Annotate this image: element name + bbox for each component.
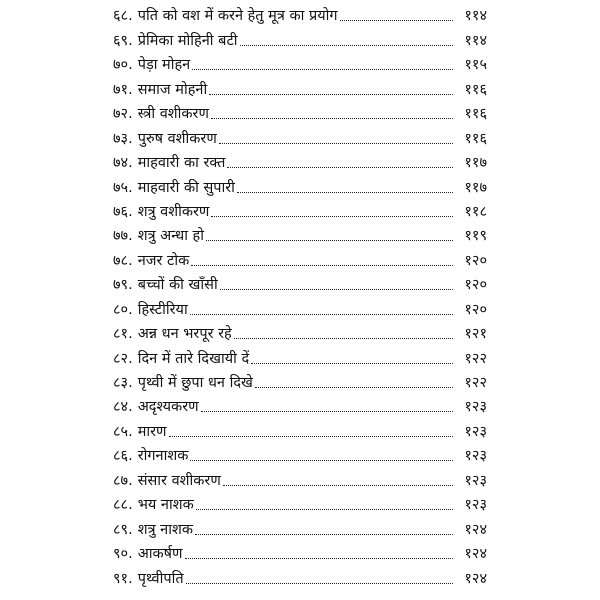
- entry-page-number: ११६: [464, 130, 487, 147]
- dot-leader: [240, 45, 453, 46]
- dot-leader: [185, 558, 453, 559]
- entry-page-number: ११९: [464, 228, 487, 245]
- dot-leader: [251, 363, 453, 364]
- entry-number: ९१.: [113, 570, 133, 587]
- dot-leader: [186, 583, 453, 584]
- entry-page-number: १२२: [464, 375, 487, 391]
- entry-page-number: १२०: [464, 252, 487, 269]
- entry-number: ७९.: [113, 277, 133, 294]
- entry-page-number: ११६: [464, 106, 487, 123]
- entry-number: ८२.: [113, 350, 133, 367]
- entry-page-number: ११५: [464, 57, 487, 74]
- entry-title: भय नाशक: [137, 497, 194, 514]
- entry-page-number: ११७: [464, 179, 487, 196]
- toc-entry[interactable]: [113, 27, 487, 51]
- toc-entry[interactable]: [113, 101, 487, 125]
- entry-title: दिन में तारे दिखायी दें: [137, 350, 250, 367]
- toc-entry[interactable]: [113, 394, 487, 418]
- entry-title: अदृश्यकरण: [137, 399, 199, 416]
- dot-leader: [192, 69, 453, 70]
- entry-title: प्रेमिका मोहिनी बटी: [137, 32, 238, 49]
- dot-leader: [201, 411, 453, 412]
- entry-number: ७४.: [113, 155, 133, 172]
- entry-title: पृथ्वी में छुपा धन दिखे: [137, 375, 253, 391]
- entry-page-number: १२१: [464, 326, 487, 343]
- entry-number: ८७.: [113, 472, 133, 489]
- toc-entry[interactable]: [113, 199, 487, 223]
- entry-number: ८०.: [113, 301, 133, 318]
- toc-entry[interactable]: [113, 443, 487, 467]
- toc-entry[interactable]: [113, 492, 487, 516]
- entry-page-number: ११६: [464, 81, 487, 98]
- entry-title: शत्रु अन्धा हो: [137, 228, 205, 245]
- entry-title: माहवारी का रक्त: [137, 155, 226, 172]
- entry-number: ६८.: [113, 8, 133, 25]
- entry-page-number: ११४: [464, 32, 487, 49]
- toc-entry[interactable]: [113, 467, 487, 491]
- dot-leader: [190, 460, 453, 461]
- entry-page-number: ११८: [464, 203, 487, 220]
- dot-leader: [220, 289, 453, 290]
- toc-entry[interactable]: [113, 272, 487, 296]
- toc-entry[interactable]: [113, 150, 487, 174]
- entry-title: शत्रु वशीकरण: [137, 203, 210, 220]
- dot-leader: [209, 94, 453, 95]
- entry-number: ७६.: [113, 203, 133, 220]
- toc-entry[interactable]: [113, 125, 487, 149]
- dot-leader: [206, 240, 453, 241]
- dot-leader: [234, 338, 453, 339]
- entry-number: ७१.: [113, 81, 133, 98]
- entry-title: पुरुष वशीकरण: [137, 130, 217, 147]
- toc-entry[interactable]: [113, 345, 487, 369]
- toc-entry[interactable]: [113, 76, 487, 100]
- entry-title: हिस्टीरिया: [137, 301, 188, 318]
- dot-leader: [340, 20, 453, 21]
- entry-page-number: १२०: [464, 277, 487, 294]
- dot-leader: [191, 265, 453, 266]
- entry-title: बच्चों की खाँसी: [137, 277, 218, 294]
- entry-page-number: ११४: [464, 8, 487, 25]
- entry-title: रोगनाशक: [137, 448, 189, 465]
- entry-page-number: १२०: [464, 301, 487, 318]
- entry-number: ८९.: [113, 521, 133, 538]
- entry-page-number: ११७: [464, 155, 487, 172]
- toc-entry[interactable]: [113, 418, 487, 442]
- entry-title: माहवारी की सुपारी: [137, 179, 235, 196]
- entry-page-number: १२३: [464, 472, 487, 489]
- entry-page-number: १२३: [464, 399, 487, 416]
- entry-title: अन्न धन भरपूर रहे: [137, 326, 232, 343]
- entry-number: ७०.: [113, 57, 133, 74]
- entry-number: ८५.: [113, 423, 133, 440]
- entry-title: संसार वशीकरण: [137, 472, 221, 489]
- dot-leader: [196, 509, 453, 510]
- entry-number: ७७.: [113, 228, 133, 245]
- dot-leader: [211, 216, 453, 217]
- toc-entry[interactable]: [113, 321, 487, 345]
- entry-title: समाज मोहनी: [137, 81, 208, 98]
- entry-page-number: १२३: [464, 423, 487, 440]
- entry-number: ७२.: [113, 106, 133, 123]
- toc-entry[interactable]: [113, 516, 487, 540]
- toc-entry[interactable]: [113, 565, 487, 589]
- entry-number: ८८.: [113, 497, 133, 514]
- table-of-contents: [113, 3, 487, 590]
- toc-entry[interactable]: [113, 541, 487, 565]
- dot-leader: [195, 534, 453, 535]
- toc-entry[interactable]: [113, 370, 487, 394]
- dot-leader: [219, 143, 453, 144]
- entry-page-number: १२४: [464, 570, 487, 587]
- entry-number: ८४.: [113, 399, 133, 416]
- entry-title: पृथ्वीपति: [137, 570, 184, 587]
- dot-leader: [227, 167, 453, 168]
- toc-entry[interactable]: [113, 174, 487, 198]
- entry-title: स्त्री वशीकरण: [137, 106, 209, 123]
- entry-number: ७३.: [113, 130, 133, 147]
- dot-leader: [211, 118, 453, 119]
- entry-number: ८६.: [113, 448, 133, 465]
- entry-title: पति को वश में करने हेतु मूत्र का प्रयोग: [137, 8, 338, 25]
- dot-leader: [255, 387, 453, 388]
- entry-number: ८३.: [113, 375, 133, 391]
- entry-title: मारण: [137, 423, 167, 440]
- entry-number: ७५.: [113, 179, 133, 196]
- entry-title: आकर्षण: [137, 546, 183, 563]
- toc-entry[interactable]: [113, 3, 487, 27]
- entry-page-number: १२३: [464, 448, 487, 465]
- entry-number: ९०.: [113, 546, 133, 563]
- toc-entry[interactable]: [113, 296, 487, 320]
- toc-entry[interactable]: [113, 223, 487, 247]
- entry-page-number: १२३: [464, 497, 487, 514]
- toc-entry[interactable]: [113, 52, 487, 76]
- toc-entry[interactable]: [113, 247, 487, 271]
- dot-leader: [190, 314, 453, 315]
- entry-number: ६९.: [113, 32, 133, 49]
- entry-page-number: १२२: [464, 350, 487, 367]
- entry-number: ७८.: [113, 252, 133, 269]
- entry-page-number: १२४: [464, 546, 487, 563]
- entry-page-number: १२४: [464, 521, 487, 538]
- dot-leader: [223, 485, 453, 486]
- entry-title: पेड़ा मोहन: [137, 57, 191, 74]
- dot-leader: [237, 192, 453, 193]
- entry-title: शत्रु नाशक: [137, 521, 193, 538]
- entry-number: ८१.: [113, 326, 133, 343]
- entry-title: नजर टोक: [137, 252, 190, 269]
- dot-leader: [169, 436, 453, 437]
